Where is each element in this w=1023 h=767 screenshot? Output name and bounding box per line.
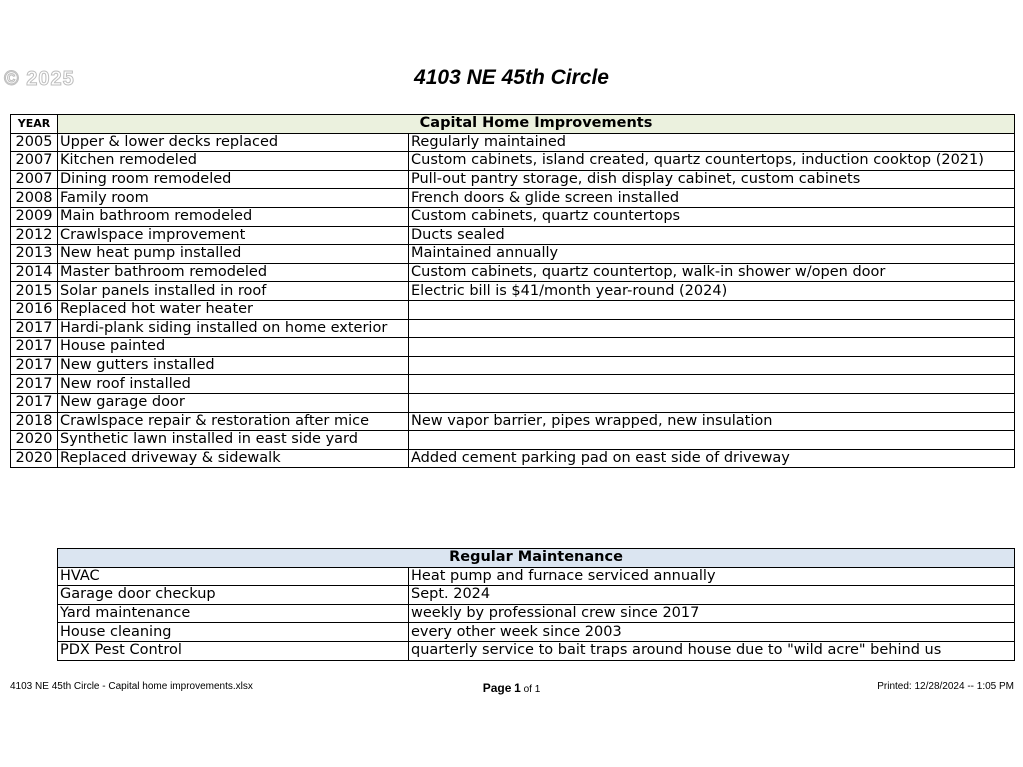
note-cell: Custom cabinets, quartz countertop, walk-in shower w/open door <box>409 263 1015 282</box>
table-row <box>11 431 1015 450</box>
item-cell: New roof installed <box>58 375 409 394</box>
item-cell: Synthetic lawn installed in east side yard <box>58 431 409 450</box>
note-cell: Custom cabinets, island created, quartz countertops, induction cooktop (2021) <box>409 152 1015 171</box>
item-cell: Family room <box>58 189 409 208</box>
page-title: 4103 NE 45th Circle <box>414 66 609 89</box>
year-cell: 2008 <box>11 189 58 208</box>
year-cell: 2016 <box>11 300 58 319</box>
note-cell: Regularly maintained <box>409 133 1015 152</box>
table-row <box>58 641 1015 660</box>
year-cell: 2007 <box>11 170 58 189</box>
item-cell: Kitchen remodeled <box>58 152 409 171</box>
note-cell: Maintained annually <box>409 245 1015 264</box>
page-label: Page <box>482 681 512 695</box>
table-row <box>11 356 1015 375</box>
note-cell: every other week since 2003 <box>409 623 1015 642</box>
table-row <box>11 300 1015 319</box>
year-cell: 2020 <box>11 449 58 468</box>
year-cell: 2012 <box>11 226 58 245</box>
year-cell: 2005 <box>11 133 58 152</box>
note-cell <box>409 431 1015 450</box>
capital-improvements-table <box>10 114 1015 468</box>
note-cell <box>409 338 1015 357</box>
year-cell: 2017 <box>11 319 58 338</box>
year-column-header: YEAR <box>11 115 58 134</box>
capital-header-row <box>11 115 1015 134</box>
note-cell: Pull-out pantry storage, dish display cabinet, custom cabinets <box>409 170 1015 189</box>
copyright-watermark: © 2025 <box>4 68 75 90</box>
year-cell: 2017 <box>11 356 58 375</box>
year-cell: 2017 <box>11 393 58 412</box>
year-cell: 2009 <box>11 207 58 226</box>
item-cell: New gutters installed <box>58 356 409 375</box>
footer-filename: 4103 NE 45th Circle - Capital home improvements.xlsx <box>10 681 253 692</box>
note-cell: Ducts sealed <box>409 226 1015 245</box>
table-row <box>58 623 1015 642</box>
footer-page-number <box>0 681 1023 695</box>
table-row <box>11 393 1015 412</box>
note-cell: Custom cabinets, quartz countertops <box>409 207 1015 226</box>
note-cell <box>409 375 1015 394</box>
table-row <box>11 226 1015 245</box>
table-row <box>11 263 1015 282</box>
table-row <box>11 133 1015 152</box>
item-cell: Main bathroom remodeled <box>58 207 409 226</box>
note-cell <box>409 319 1015 338</box>
item-cell: Replaced driveway & sidewalk <box>58 449 409 468</box>
table-row <box>58 604 1015 623</box>
note-cell: Electric bill is $41/month year-round (2024) <box>409 282 1015 301</box>
note-cell: Heat pump and furnace serviced annually <box>409 567 1015 586</box>
page-num: 1 <box>514 681 521 695</box>
item-cell: Crawlspace repair & restoration after mice <box>58 412 409 431</box>
note-cell <box>409 300 1015 319</box>
item-cell: New garage door <box>58 393 409 412</box>
page-total: 1 <box>534 684 541 695</box>
note-cell: Sept. 2024 <box>409 586 1015 605</box>
year-cell: 2018 <box>11 412 58 431</box>
note-cell: New vapor barrier, pipes wrapped, new insulation <box>409 412 1015 431</box>
table-row <box>11 170 1015 189</box>
item-cell: House cleaning <box>58 623 409 642</box>
note-cell: weekly by professional crew since 2017 <box>409 604 1015 623</box>
table-row <box>11 375 1015 394</box>
year-cell: 2017 <box>11 338 58 357</box>
table-row <box>11 207 1015 226</box>
item-cell: Yard maintenance <box>58 604 409 623</box>
item-cell: PDX Pest Control <box>58 641 409 660</box>
table-row <box>11 152 1015 171</box>
table-row <box>11 245 1015 264</box>
item-cell: House painted <box>58 338 409 357</box>
note-cell <box>409 356 1015 375</box>
year-cell: 2014 <box>11 263 58 282</box>
item-cell: Master bathroom remodeled <box>58 263 409 282</box>
note-cell: quarterly service to bait traps around house due to "wild acre" behind us <box>409 641 1015 660</box>
note-cell: Added cement parking pad on east side of driveway <box>409 449 1015 468</box>
item-cell: Replaced hot water heater <box>58 300 409 319</box>
item-cell: Hardi-plank siding installed on home exterior <box>58 319 409 338</box>
table-row <box>11 338 1015 357</box>
table-row <box>11 282 1015 301</box>
item-cell: Dining room remodeled <box>58 170 409 189</box>
footer-printed-date: Printed: 12/28/2024 -- 1:05 PM <box>877 681 1014 692</box>
note-cell: French doors & glide screen installed <box>409 189 1015 208</box>
table-row <box>58 567 1015 586</box>
table-row <box>11 189 1015 208</box>
maintenance-section-header: Regular Maintenance <box>58 549 1015 568</box>
year-cell: 2013 <box>11 245 58 264</box>
maintenance-header-row <box>58 549 1015 568</box>
page-of: of <box>523 684 532 695</box>
item-cell: Solar panels installed in roof <box>58 282 409 301</box>
item-cell: Crawlspace improvement <box>58 226 409 245</box>
regular-maintenance-table <box>57 548 1015 661</box>
table-row <box>11 412 1015 431</box>
item-cell: Garage door checkup <box>58 586 409 605</box>
year-cell: 2015 <box>11 282 58 301</box>
table-row <box>11 449 1015 468</box>
table-row <box>11 319 1015 338</box>
item-cell: Upper & lower decks replaced <box>58 133 409 152</box>
year-cell: 2017 <box>11 375 58 394</box>
year-cell: 2007 <box>11 152 58 171</box>
note-cell <box>409 393 1015 412</box>
item-cell: HVAC <box>58 567 409 586</box>
table-row <box>58 586 1015 605</box>
year-cell: 2020 <box>11 431 58 450</box>
item-cell: New heat pump installed <box>58 245 409 264</box>
capital-section-header: Capital Home Improvements <box>58 115 1015 134</box>
